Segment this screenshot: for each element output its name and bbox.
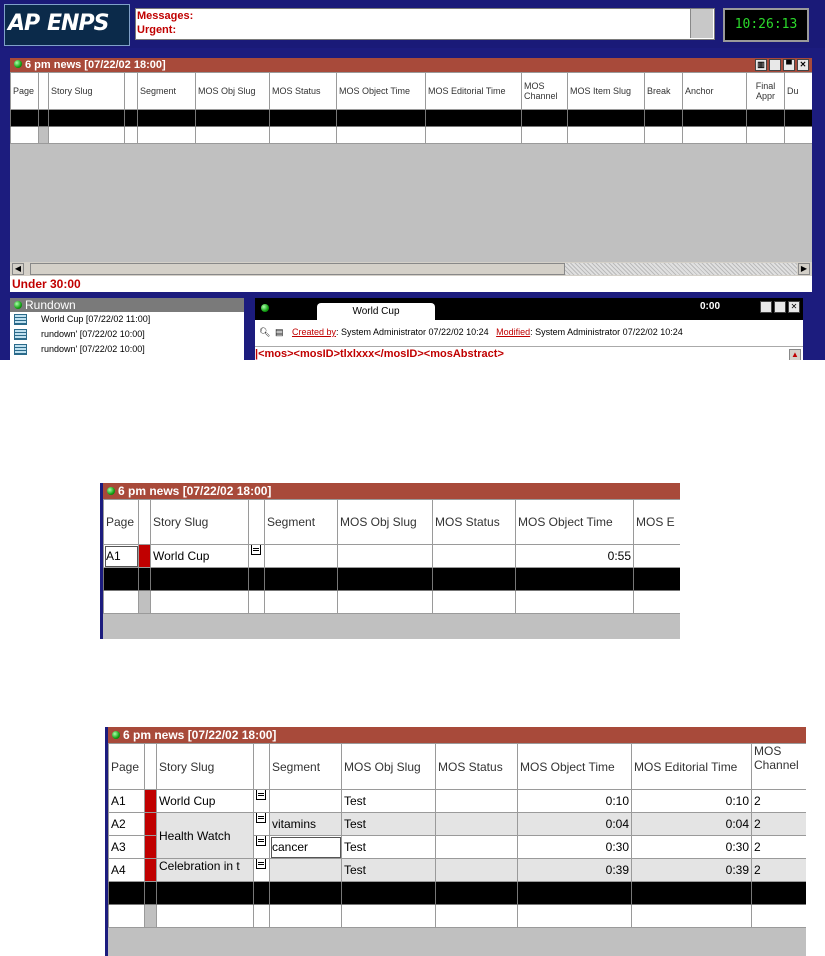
obj-time-cell[interactable]: 0:10 (518, 790, 632, 813)
enps-app-window (0, 0, 825, 360)
col-header[interactable]: Page (109, 744, 145, 790)
col-header[interactable]: Story Slug (49, 73, 125, 110)
col-header[interactable]: MOS Object Time (337, 73, 426, 110)
ed-time-cell[interactable]: 0:04 (632, 813, 752, 836)
col-header[interactable]: Segment (270, 744, 342, 790)
col-header[interactable]: Segment (138, 73, 196, 110)
col-header[interactable]: Story Slug (151, 500, 249, 545)
col-header[interactable]: MOS Channel (752, 744, 807, 790)
status-led-icon (14, 301, 22, 309)
close-icon[interactable]: ✕ (797, 59, 809, 71)
col-header[interactable] (145, 744, 157, 790)
obj-time-cell[interactable]: 0:04 (518, 813, 632, 836)
status-marker (145, 836, 157, 859)
modified-link[interactable]: Modified (496, 327, 531, 337)
logo-enps-text: ENPS (47, 11, 109, 36)
status-cell[interactable] (436, 836, 518, 859)
status-marker (145, 859, 157, 882)
col-header[interactable]: MOS E (634, 500, 681, 545)
col-header[interactable]: Break (645, 73, 683, 110)
under-time-status: Under 30:00 (10, 276, 812, 292)
snippet-titlebar (103, 483, 680, 499)
col-header[interactable]: MOS Editorial Time (426, 73, 522, 110)
table-row[interactable] (109, 859, 807, 882)
doc-cell[interactable] (249, 545, 265, 568)
rundown-list-title: Rundown (25, 298, 76, 312)
status-cell[interactable] (436, 859, 518, 882)
page-cell[interactable]: A1 (109, 790, 145, 813)
col-header[interactable]: MOS Obj Slug (342, 744, 436, 790)
list-item-label: rundown' [07/22/02 10:00] (41, 344, 145, 354)
document-icon (256, 790, 266, 801)
table-row[interactable] (109, 882, 807, 905)
col-header[interactable] (125, 73, 138, 110)
col-header[interactable]: Segment (265, 500, 338, 545)
table-row[interactable] (109, 813, 807, 836)
list-item-label: rundown' [07/22/02 10:00] (41, 329, 145, 339)
status-marker (145, 790, 157, 813)
snippet-titlebar (108, 727, 806, 743)
messages-scrollbar[interactable] (690, 9, 713, 38)
obj-slug-cell[interactable]: Test (342, 813, 436, 836)
list-item[interactable] (10, 312, 244, 327)
snippet-title: 6 pm news [07/22/02 18:00] (123, 728, 277, 742)
segment-cell[interactable] (270, 859, 342, 882)
status-marker (139, 545, 151, 568)
slug-cell[interactable]: Celebration in t (157, 859, 254, 882)
table-row[interactable] (11, 127, 813, 144)
ed-time-cell[interactable]: 0:39 (632, 859, 752, 882)
document-icon (256, 813, 266, 824)
list-item[interactable] (10, 342, 244, 357)
rundown-grid-icon (14, 314, 27, 325)
ed-time-cell[interactable]: 0:30 (632, 836, 752, 859)
document-icon[interactable]: ▤ (274, 327, 284, 337)
channel-cell[interactable]: 2 (752, 813, 807, 836)
logo-ap-text: AP (8, 11, 40, 36)
story-titlebar (255, 298, 803, 320)
maximize-icon[interactable] (774, 301, 786, 313)
doc-cell[interactable] (254, 859, 270, 882)
obj-time-cell[interactable]: 0:30 (518, 836, 632, 859)
messages-box[interactable] (135, 8, 715, 40)
table-row[interactable] (104, 545, 681, 568)
rundown-grid-icon (14, 344, 27, 355)
story-xml-text: |<mos><mosID>tlxlxxx</mosID><mosAbstract> (255, 348, 504, 360)
rundown-snippet-2 (105, 727, 806, 956)
col-header[interactable]: MOS Status (433, 500, 516, 545)
col-header[interactable]: MOS Status (436, 744, 518, 790)
col-header[interactable]: MOS Object Time (516, 500, 634, 545)
grid-header-row (11, 73, 813, 110)
slug-cell[interactable]: World Cup (157, 790, 254, 813)
rundown-list-panel (10, 298, 244, 360)
page-cell[interactable]: A4 (109, 859, 145, 882)
channel-cell[interactable]: 2 (752, 790, 807, 813)
restore-icon[interactable] (769, 59, 781, 71)
messages-label: Messages: (137, 10, 194, 22)
col-header[interactable] (254, 744, 270, 790)
col-header[interactable]: Page (11, 73, 39, 110)
document-icon (256, 859, 266, 870)
tab-world-cup[interactable]: World Cup (317, 303, 435, 321)
document-icon (256, 836, 266, 847)
col-header[interactable]: MOS Status (270, 73, 337, 110)
status-led-icon (14, 60, 22, 68)
col-header[interactable]: MOS Item Slug (568, 73, 645, 110)
scroll-track[interactable] (565, 263, 797, 275)
doc-cell[interactable] (254, 813, 270, 836)
created-by-link[interactable]: Created by (291, 327, 337, 337)
doc-cell[interactable] (254, 836, 270, 859)
search-icon[interactable]: 🔍︎ (259, 327, 271, 337)
story-panel (255, 298, 803, 360)
rundown-titlebar (10, 58, 812, 72)
rundown-grid (10, 72, 812, 144)
rundown-grid-area (10, 72, 812, 262)
rundown-grid (103, 499, 680, 614)
col-header[interactable]: MOS Editorial Time (632, 744, 752, 790)
status-led-icon (112, 731, 120, 739)
status-cell[interactable] (436, 813, 518, 836)
slug-cell[interactable]: Health Watch (157, 813, 254, 859)
close-icon[interactable]: ✕ (788, 301, 800, 313)
status-led-icon (261, 304, 269, 312)
status-cell[interactable] (433, 545, 516, 568)
rundown-panel (10, 58, 812, 292)
obj-time-cell[interactable]: 0:39 (518, 859, 632, 882)
segment-cell[interactable]: cancer (270, 836, 342, 859)
table-row[interactable] (104, 591, 681, 614)
clock-display (723, 8, 809, 42)
col-header[interactable] (249, 500, 265, 545)
restore-icon[interactable] (760, 301, 772, 313)
page-cell[interactable]: A2 (109, 813, 145, 836)
obj-slug-cell[interactable] (338, 545, 433, 568)
scroll-left-icon[interactable]: ◀ (12, 263, 24, 275)
obj-slug-cell[interactable]: Test (342, 859, 436, 882)
rundown-grid-icon (14, 329, 27, 340)
scroll-thumb[interactable] (30, 263, 565, 275)
col-header[interactable]: Final Appr (747, 73, 785, 110)
ap-enps-logo (4, 4, 130, 46)
grid-header-row (104, 500, 681, 545)
segment-cell[interactable]: vitamins (270, 813, 342, 836)
status-led-icon (107, 487, 115, 495)
segment-cell[interactable] (265, 545, 338, 568)
top-bar (0, 0, 825, 48)
urgent-label: Urgent: (137, 24, 177, 36)
doc-cell[interactable] (254, 790, 270, 813)
col-header[interactable]: MOS Channel (522, 73, 568, 110)
status-marker (145, 813, 157, 836)
rundown-grid (108, 743, 806, 928)
page-cell[interactable]: A1 (104, 545, 139, 568)
page-cell[interactable]: A3 (109, 836, 145, 859)
grid-view-icon[interactable]: ▥ (755, 59, 767, 71)
table-row[interactable] (11, 110, 813, 127)
col-header[interactable] (39, 73, 49, 110)
story-xml-editor[interactable] (255, 346, 803, 360)
table-row[interactable] (109, 905, 807, 928)
table-row[interactable] (109, 790, 807, 813)
ed-time-cell[interactable]: 0:10 (632, 790, 752, 813)
modified-value: : System Administrator 07/22/02 10:24 (530, 327, 683, 337)
col-header[interactable]: Story Slug (157, 744, 254, 790)
slug-cell[interactable]: World Cup (151, 545, 249, 568)
col-header[interactable]: Anchor (683, 73, 747, 110)
obj-time-cell[interactable]: 0:55 (516, 545, 634, 568)
col-header[interactable]: Page (104, 500, 139, 545)
channel-cell[interactable]: 2 (752, 859, 807, 882)
col-header[interactable]: MOS Obj Slug (196, 73, 270, 110)
list-item-label: World Cup [07/22/02 11:00] (41, 314, 151, 324)
story-info-bar (255, 322, 803, 342)
list-item[interactable] (10, 327, 244, 342)
col-header[interactable]: MOS Obj Slug (338, 500, 433, 545)
obj-slug-cell[interactable]: Test (342, 790, 436, 813)
story-time: 0:00 (700, 301, 721, 312)
document-icon (251, 545, 261, 556)
maximize-icon[interactable]: ▀ (783, 59, 795, 71)
scroll-right-icon[interactable]: ▶ (798, 263, 810, 275)
horizontal-scrollbar[interactable] (10, 262, 812, 276)
rundown-list-titlebar (10, 298, 244, 312)
rundown-title: 6 pm news [07/22/02 18:00] (25, 59, 166, 71)
col-header[interactable]: MOS Object Time (518, 744, 632, 790)
col-header[interactable]: Du (785, 73, 813, 110)
channel-cell[interactable]: 2 (752, 836, 807, 859)
created-by-value: : System Administrator 07/22/02 10:24 (336, 327, 489, 337)
col-header[interactable] (139, 500, 151, 545)
table-row[interactable] (104, 568, 681, 591)
segment-cell[interactable] (270, 790, 342, 813)
grid-header-row (109, 744, 807, 790)
obj-slug-cell[interactable]: Test (342, 836, 436, 859)
clock-time: 10:26:13 (734, 17, 798, 32)
scroll-up-icon[interactable]: ▲ (789, 349, 801, 360)
ed-time-cell[interactable] (634, 545, 681, 568)
rundown-snippet-1 (100, 483, 680, 639)
snippet-title: 6 pm news [07/22/02 18:00] (118, 484, 272, 498)
status-cell[interactable] (436, 790, 518, 813)
